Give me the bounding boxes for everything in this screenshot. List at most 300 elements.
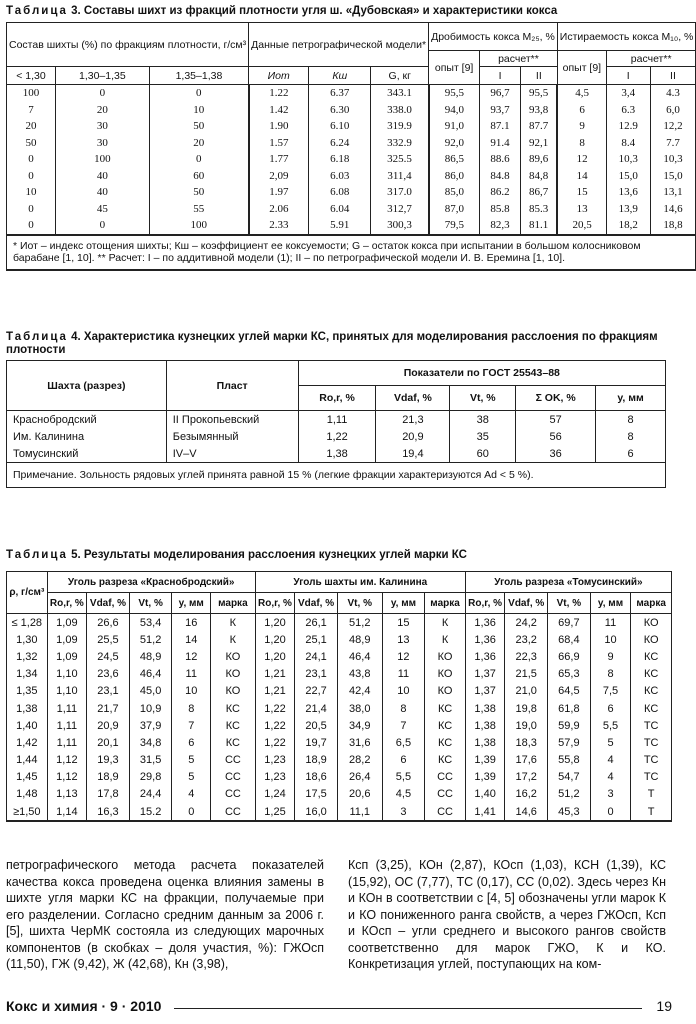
table-cell: 24,5 bbox=[87, 648, 130, 665]
table-cell: 46,4 bbox=[337, 648, 382, 665]
table-cell: 300,3 bbox=[371, 217, 429, 235]
table-cell: 6.08 bbox=[309, 184, 371, 201]
table-row bbox=[7, 184, 696, 201]
table-cell: КО bbox=[425, 666, 466, 683]
table-cell: СС bbox=[211, 803, 256, 821]
header-indicator: Σ OK, % bbox=[516, 386, 596, 411]
table5 bbox=[6, 571, 672, 822]
table-cell: 36 bbox=[516, 445, 596, 463]
table-cell: 68,4 bbox=[548, 631, 591, 648]
header-group: Уголь разреза «Краснобродский» bbox=[47, 572, 255, 593]
table-cell: 45,3 bbox=[548, 803, 591, 821]
table-cell: 35 bbox=[450, 428, 516, 445]
table-cell: 1.97 bbox=[249, 184, 309, 201]
table-cell: 1,44 bbox=[7, 752, 48, 769]
table-cell: 43,8 bbox=[337, 666, 382, 683]
table-cell: 66,9 bbox=[548, 648, 591, 665]
header-sub: марка bbox=[425, 593, 466, 614]
table-cell: 1,45 bbox=[7, 769, 48, 786]
table-cell: 18,9 bbox=[87, 769, 130, 786]
table-cell: 29,8 bbox=[129, 769, 172, 786]
header-model-i: I bbox=[606, 67, 650, 85]
table-cell: 11 bbox=[382, 666, 425, 683]
header-sub: марка bbox=[211, 593, 256, 614]
table-cell: 38 bbox=[450, 411, 516, 429]
table-cell: 51,2 bbox=[337, 614, 382, 632]
table-cell: 20,1 bbox=[87, 734, 130, 751]
table-cell: 93,8 bbox=[520, 102, 557, 119]
table-cell: 16,0 bbox=[295, 803, 338, 821]
table-row bbox=[7, 803, 672, 821]
table-cell: 8 bbox=[557, 135, 606, 152]
paragraph: Ксп (3,25), КОн (2,87), КОсп (1,03), КСН (1,39), КС (15,92), ОС (7,77), ТС (0,17), СС (0,02). Здесь через Кн и КОн в соответствии с [4, 5] обозначены угли марок К и КО пониженного ранга свойств, а через ГЖОсп, Ксп и КОсп – угли среднего и высокого рангов свойств соответственно для марок ГЖО, К и КО. Конкретизация углей, поступающих на ком- bbox=[348, 858, 666, 971]
table-cell: 1,11 bbox=[298, 411, 376, 429]
table-cell: 88.6 bbox=[480, 151, 521, 168]
table-cell: 2,09 bbox=[249, 168, 309, 185]
table-cell: 10 bbox=[149, 102, 248, 119]
table-row bbox=[7, 201, 696, 218]
table-cell: 15,0 bbox=[650, 168, 696, 185]
table-cell: 0 bbox=[149, 151, 248, 168]
table-cell: 12 bbox=[557, 151, 606, 168]
table-cell: 51,2 bbox=[548, 786, 591, 803]
table-cell: 13,1 bbox=[650, 184, 696, 201]
table-cell: 15 bbox=[382, 614, 425, 632]
header-indicator: Vt, % bbox=[450, 386, 516, 411]
table-cell: 100 bbox=[55, 151, 149, 168]
table-cell: 1,32 bbox=[7, 648, 48, 665]
table-cell: 20,9 bbox=[87, 717, 130, 734]
table-cell: 4,5 bbox=[557, 85, 606, 102]
table-row bbox=[7, 752, 672, 769]
table-cell: 85.8 bbox=[480, 201, 521, 218]
table-cell: 1,11 bbox=[47, 717, 87, 734]
caption-text: 5. Результаты моделирования расслоения кузнецких углей марки КС bbox=[71, 549, 467, 561]
table-cell: 8 bbox=[172, 700, 211, 717]
table-cell: 25,5 bbox=[87, 631, 130, 648]
header-sub: Rо,r, % bbox=[47, 593, 87, 614]
table-cell: 28,2 bbox=[337, 752, 382, 769]
table-cell: 3,4 bbox=[606, 85, 650, 102]
table-cell: 6.03 bbox=[309, 168, 371, 185]
table-cell: 338.0 bbox=[371, 102, 429, 119]
table-cell: 92,0 bbox=[429, 135, 480, 152]
table-cell: 18,8 bbox=[650, 217, 696, 235]
table-cell: ТС bbox=[631, 717, 672, 734]
table-cell: 48,9 bbox=[129, 648, 172, 665]
table-cell: ТС bbox=[631, 734, 672, 751]
table-cell: 1,38 bbox=[465, 700, 505, 717]
table-cell: 23,1 bbox=[87, 683, 130, 700]
table-cell: КО bbox=[425, 683, 466, 700]
table-cell: 7.7 bbox=[650, 135, 696, 152]
header-fraction: 1,30–1,35 bbox=[55, 67, 149, 85]
table-cell: 1,38 bbox=[465, 717, 505, 734]
caption-lead: Таблица bbox=[6, 331, 68, 343]
table-cell: 1,21 bbox=[255, 683, 295, 700]
table-cell: 1,14 bbox=[47, 803, 87, 821]
table-cell: 1.90 bbox=[249, 118, 309, 135]
table-cell: 87.7 bbox=[520, 118, 557, 135]
table-cell: 1,23 bbox=[255, 752, 295, 769]
header-model-ii: II bbox=[520, 67, 557, 85]
table-cell: 10 bbox=[382, 683, 425, 700]
table-cell: 13,6 bbox=[606, 184, 650, 201]
table-cell: 1,11 bbox=[47, 734, 87, 751]
table-cell: 18,6 bbox=[295, 769, 338, 786]
table-cell: 38,0 bbox=[337, 700, 382, 717]
table-cell: 95,5 bbox=[429, 85, 480, 102]
table-row bbox=[7, 786, 672, 803]
table-cell: 6 bbox=[557, 102, 606, 119]
table-cell: 5 bbox=[172, 769, 211, 786]
table-cell: 16,2 bbox=[505, 786, 548, 803]
table-cell: КО bbox=[211, 666, 256, 683]
table-cell: 6 bbox=[590, 700, 631, 717]
table-cell: 10 bbox=[590, 631, 631, 648]
header-group: Уголь разреза «Томусинский» bbox=[465, 572, 671, 593]
table-cell: 45 bbox=[55, 201, 149, 218]
table-cell: 1,39 bbox=[465, 752, 505, 769]
table-cell: 42,4 bbox=[337, 683, 382, 700]
table-cell: 1,36 bbox=[465, 614, 505, 632]
table-cell: 6.30 bbox=[309, 102, 371, 119]
header-seam: Пласт bbox=[166, 361, 298, 411]
table-cell: 100 bbox=[149, 217, 248, 235]
table-cell: 8 bbox=[596, 428, 666, 445]
table-cell: 1,20 bbox=[255, 614, 295, 632]
table-cell: 69,7 bbox=[548, 614, 591, 632]
table-cell: 20 bbox=[149, 135, 248, 152]
table-cell: 4.3 bbox=[650, 85, 696, 102]
table-cell: 1,38 bbox=[298, 445, 376, 463]
table-cell: 6 bbox=[596, 445, 666, 463]
header-calc: расчет** bbox=[606, 51, 695, 67]
table-cell: 21,0 bbox=[505, 683, 548, 700]
table-row bbox=[7, 85, 696, 102]
table4 bbox=[6, 360, 666, 488]
table-cell: К bbox=[211, 631, 256, 648]
table-cell: 1,30 bbox=[7, 631, 48, 648]
table-cell: 1,09 bbox=[47, 648, 87, 665]
table-cell: 8 bbox=[596, 411, 666, 429]
table-cell: 31,6 bbox=[337, 734, 382, 751]
table-cell: 86,5 bbox=[429, 151, 480, 168]
table-cell: 21,4 bbox=[295, 700, 338, 717]
header-ksh: Кш bbox=[309, 67, 371, 85]
caption-text: 4. Характеристика кузнецких углей марки КС, принятых для моделирования расслоения по фракциям плотности bbox=[6, 331, 658, 356]
header-group: Уголь шахты им. Калинина bbox=[255, 572, 465, 593]
table-cell: 325.5 bbox=[371, 151, 429, 168]
table-cell: 6,0 bbox=[650, 102, 696, 119]
table-cell: ≥1,50 bbox=[7, 803, 48, 821]
table-cell: 12 bbox=[172, 648, 211, 665]
table-cell: 1.77 bbox=[249, 151, 309, 168]
table-cell: 1,09 bbox=[47, 631, 87, 648]
table-cell: 46,4 bbox=[129, 666, 172, 683]
table-cell: 17,8 bbox=[87, 786, 130, 803]
table-cell: 54,7 bbox=[548, 769, 591, 786]
table-cell: 1.42 bbox=[249, 102, 309, 119]
table-cell: 85,0 bbox=[429, 184, 480, 201]
table-cell: Безымянный bbox=[166, 428, 298, 445]
table-cell: 10,9 bbox=[129, 700, 172, 717]
table-cell: 48,9 bbox=[337, 631, 382, 648]
table-cell: КС bbox=[631, 648, 672, 665]
table-cell: 24,4 bbox=[129, 786, 172, 803]
table-cell: 5 bbox=[590, 734, 631, 751]
table-cell: СС bbox=[425, 769, 466, 786]
table-cell: 1,37 bbox=[465, 683, 505, 700]
table3 bbox=[6, 22, 696, 271]
table-cell: 1,38 bbox=[7, 700, 48, 717]
table5-caption bbox=[6, 549, 467, 562]
table-cell: К bbox=[211, 614, 256, 632]
table-cell: 0 bbox=[149, 85, 248, 102]
table-cell: 84,8 bbox=[520, 168, 557, 185]
table-cell: 55,8 bbox=[548, 752, 591, 769]
table-cell: IV–V bbox=[166, 445, 298, 463]
table-row bbox=[7, 614, 672, 632]
table-cell: КС bbox=[211, 700, 256, 717]
table-cell: 60 bbox=[450, 445, 516, 463]
table-cell: 15,0 bbox=[606, 168, 650, 185]
table-cell: 6.10 bbox=[309, 118, 371, 135]
table-cell: 91,0 bbox=[429, 118, 480, 135]
header-gost: Показатели по ГОСТ 25543–88 bbox=[298, 361, 665, 386]
table-cell: 1,22 bbox=[298, 428, 376, 445]
table-cell: 0 bbox=[7, 151, 56, 168]
table-cell: 87,0 bbox=[429, 201, 480, 218]
paragraph: петрографического метода расчета показателей качества кокса проведена оценка влияния замены в шихте угля марки КС на фракции, получаемые при его разделении. Согласно средним данным за 2006 г. [5], шихта ЧерМК состояла из следующих марочных компонентов (в скобках – доля участия, %): ГЖОсп (11,50), ГЖ (9,42), Ж (42,68), Кн (3,98), bbox=[6, 858, 324, 971]
table-row bbox=[7, 700, 672, 717]
table-cell: 1,25 bbox=[255, 803, 295, 821]
table-cell: КО bbox=[211, 683, 256, 700]
table4-caption bbox=[6, 331, 666, 357]
table-cell: СС bbox=[211, 769, 256, 786]
table-cell: 1,22 bbox=[255, 700, 295, 717]
header-abrasion: Истираемость кокса M₁₀, % bbox=[557, 23, 696, 51]
page-footer bbox=[6, 998, 672, 1014]
header-sub: Vdaf, % bbox=[295, 593, 338, 614]
table-cell: 12.9 bbox=[606, 118, 650, 135]
table-cell: 10,3 bbox=[650, 151, 696, 168]
table-cell: 30 bbox=[55, 118, 149, 135]
table-cell: 1,22 bbox=[255, 717, 295, 734]
table-cell: 12 bbox=[382, 648, 425, 665]
header-model-ii: II bbox=[650, 67, 696, 85]
table-row bbox=[7, 717, 672, 734]
header-mine: Шахта (разрез) bbox=[7, 361, 167, 411]
header-sub: марка bbox=[631, 593, 672, 614]
table-cell: 8 bbox=[590, 666, 631, 683]
table-cell: 26,4 bbox=[337, 769, 382, 786]
table-row bbox=[7, 683, 672, 700]
table-cell: 10 bbox=[7, 184, 56, 201]
table-cell: 1,22 bbox=[255, 734, 295, 751]
table-cell: 10,3 bbox=[606, 151, 650, 168]
table-cell: Им. Калинина bbox=[7, 428, 167, 445]
table-cell: 5,5 bbox=[590, 717, 631, 734]
table-cell: КС bbox=[425, 717, 466, 734]
header-sub: y, мм bbox=[172, 593, 211, 614]
table-cell: КС bbox=[425, 752, 466, 769]
table-cell: 18,2 bbox=[606, 217, 650, 235]
table-cell: 12,2 bbox=[650, 118, 696, 135]
table-cell: 24,1 bbox=[295, 648, 338, 665]
table-cell: 14,6 bbox=[650, 201, 696, 218]
table-cell: 1,13 bbox=[47, 786, 87, 803]
table-cell: 21,7 bbox=[87, 700, 130, 717]
table-cell: 81.1 bbox=[520, 217, 557, 235]
table-cell: 18,3 bbox=[505, 734, 548, 751]
header-composition: Состав шихты (%) по фракциям плотности, г/см³ bbox=[7, 23, 249, 67]
table-cell: 4 bbox=[590, 752, 631, 769]
table-cell: 1,37 bbox=[465, 666, 505, 683]
table-cell: 10 bbox=[172, 683, 211, 700]
table-cell: 6 bbox=[172, 734, 211, 751]
table-row bbox=[7, 217, 696, 235]
table-cell: 15 bbox=[557, 184, 606, 201]
table-cell: 9 bbox=[590, 648, 631, 665]
body-text-left bbox=[6, 857, 324, 973]
table-cell: 1,24 bbox=[255, 786, 295, 803]
table-cell: 1,20 bbox=[255, 648, 295, 665]
table-cell: К bbox=[425, 614, 466, 632]
table-cell: 312,7 bbox=[371, 201, 429, 218]
table-cell: 1,21 bbox=[255, 666, 295, 683]
header-exp: опыт [9] bbox=[557, 51, 606, 85]
table-cell: Томусинский bbox=[7, 445, 167, 463]
table-cell: 9 bbox=[557, 118, 606, 135]
caption-text: 3. Составы шихт из фракций плотности угля ш. «Дубовская» и характеристики кокса bbox=[71, 5, 558, 17]
table-cell: 1,42 bbox=[7, 734, 48, 751]
header-sub: y, мм bbox=[590, 593, 631, 614]
table-row bbox=[7, 428, 666, 445]
table-cell: 332.9 bbox=[371, 135, 429, 152]
table-cell: 0 bbox=[55, 85, 149, 102]
table-cell: 40 bbox=[55, 168, 149, 185]
table-cell: 1,23 bbox=[255, 769, 295, 786]
table-cell: 1,36 bbox=[465, 631, 505, 648]
table-cell: 26,1 bbox=[295, 614, 338, 632]
table-cell: 50 bbox=[149, 184, 248, 201]
table-cell: 91.4 bbox=[480, 135, 521, 152]
table-cell: 34,9 bbox=[337, 717, 382, 734]
table-cell: 65,3 bbox=[548, 666, 591, 683]
table-cell: 6,5 bbox=[382, 734, 425, 751]
table-cell: 7 bbox=[172, 717, 211, 734]
table-cell: СС bbox=[211, 752, 256, 769]
table-cell: Краснобродский bbox=[7, 411, 167, 429]
table-cell: 82,3 bbox=[480, 217, 521, 235]
header-indicator: Rо,r, % bbox=[298, 386, 376, 411]
table-cell: 30 bbox=[55, 135, 149, 152]
table-cell: 1,41 bbox=[465, 803, 505, 821]
table-cell: 14 bbox=[172, 631, 211, 648]
table-cell: 64,5 bbox=[548, 683, 591, 700]
table-cell: 5.91 bbox=[309, 217, 371, 235]
header-g: G, кг bbox=[371, 67, 429, 85]
table-cell: 6 bbox=[382, 752, 425, 769]
table-cell: 21,5 bbox=[505, 666, 548, 683]
table-cell: 84.8 bbox=[480, 168, 521, 185]
table-cell: 4 bbox=[172, 786, 211, 803]
table-cell: КС bbox=[631, 666, 672, 683]
table-cell: 5 bbox=[172, 752, 211, 769]
table-cell: 1,12 bbox=[47, 752, 87, 769]
table-cell: 311,4 bbox=[371, 168, 429, 185]
table-cell: 94,0 bbox=[429, 102, 480, 119]
caption-lead: Таблица bbox=[6, 549, 68, 561]
table-cell: 8.4 bbox=[606, 135, 650, 152]
table-cell: 89,6 bbox=[520, 151, 557, 168]
table-cell: 79,5 bbox=[429, 217, 480, 235]
table-cell: 6.3 bbox=[606, 102, 650, 119]
footer-rule bbox=[174, 1008, 642, 1009]
table-cell: 0 bbox=[7, 201, 56, 218]
table-cell: КО bbox=[425, 648, 466, 665]
table-cell: 0 bbox=[172, 803, 211, 821]
table-cell: 86,0 bbox=[429, 168, 480, 185]
table-cell: 20,5 bbox=[295, 717, 338, 734]
header-crushability: Дробимость кокса M₂₅, % bbox=[429, 23, 558, 51]
table-cell: 1,39 bbox=[465, 769, 505, 786]
table-row bbox=[7, 151, 696, 168]
table-cell: 6.04 bbox=[309, 201, 371, 218]
table-cell: 17,2 bbox=[505, 769, 548, 786]
table3-caption bbox=[6, 5, 557, 18]
table-cell: 317.0 bbox=[371, 184, 429, 201]
table-cell: ≤ 1,28 bbox=[7, 614, 48, 632]
table-cell: 55 bbox=[149, 201, 248, 218]
table-cell: 23,2 bbox=[505, 631, 548, 648]
table-cell: 19,8 bbox=[505, 700, 548, 717]
table-cell: 11 bbox=[590, 614, 631, 632]
table-cell: 11 bbox=[172, 666, 211, 683]
table-cell: 17,6 bbox=[505, 752, 548, 769]
header-model-i: I bbox=[480, 67, 521, 85]
table-cell: 85.3 bbox=[520, 201, 557, 218]
table-cell: 1,11 bbox=[47, 700, 87, 717]
table-cell: 37,9 bbox=[129, 717, 172, 734]
table-cell: ТС bbox=[631, 769, 672, 786]
table-cell: 1.22 bbox=[249, 85, 309, 102]
header-fraction: 1,35–1,38 bbox=[149, 67, 248, 85]
table-cell: СС bbox=[211, 786, 256, 803]
table-cell: 1,40 bbox=[7, 717, 48, 734]
table-cell: 51,2 bbox=[129, 631, 172, 648]
table-cell: 93,7 bbox=[480, 102, 521, 119]
header-indicator: Vdaf, % bbox=[376, 386, 450, 411]
table-cell: 0 bbox=[55, 217, 149, 235]
table-row bbox=[7, 769, 672, 786]
header-sub: Vt, % bbox=[548, 593, 591, 614]
table-cell: 60 bbox=[149, 168, 248, 185]
table-cell: 16 bbox=[172, 614, 211, 632]
table-cell: 17,5 bbox=[295, 786, 338, 803]
table-cell: КС bbox=[211, 717, 256, 734]
table-cell: 5,5 bbox=[382, 769, 425, 786]
table-cell: II Прокопьевский bbox=[166, 411, 298, 429]
table-row bbox=[7, 445, 666, 463]
table-cell: 8 bbox=[382, 700, 425, 717]
table-cell: Т bbox=[631, 803, 672, 821]
header-sub: Rо,r, % bbox=[255, 593, 295, 614]
table-cell: 343.1 bbox=[371, 85, 429, 102]
table-cell: 23,1 bbox=[295, 666, 338, 683]
header-sub: Vdaf, % bbox=[87, 593, 130, 614]
